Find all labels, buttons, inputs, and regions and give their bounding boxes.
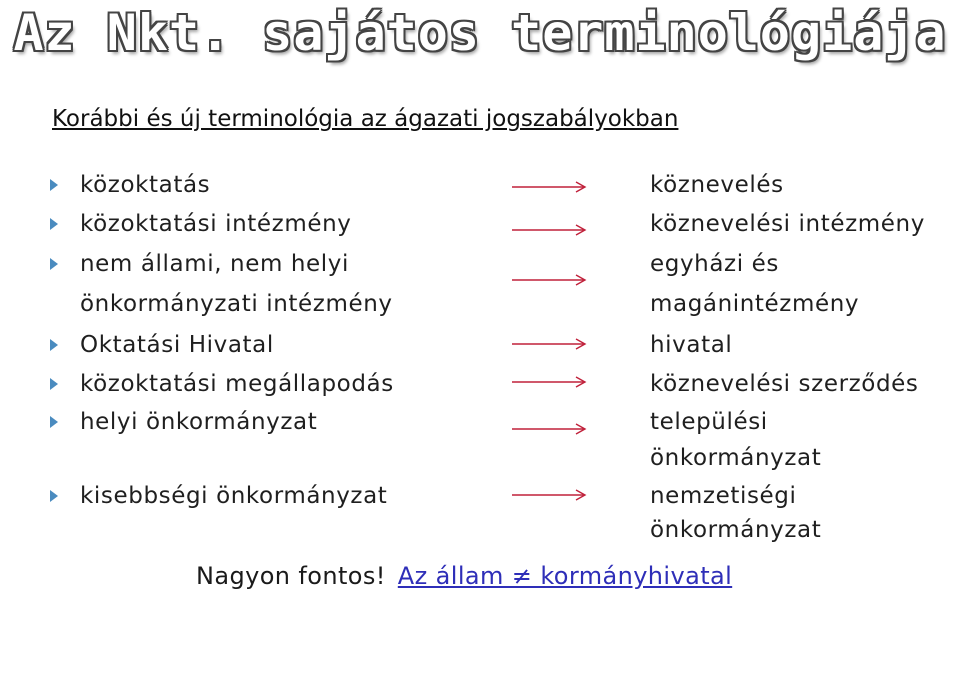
new-term: egyházi és <box>650 251 779 277</box>
term-row <box>0 367 960 401</box>
term-row <box>0 328 960 362</box>
bullet-arrow-icon <box>50 218 58 230</box>
right-arrow-icon <box>512 179 588 195</box>
term-row <box>0 247 960 281</box>
old-term: kisebbségi önkormányzat <box>80 483 388 509</box>
right-arrow-icon <box>512 336 588 352</box>
note-prefix: Nagyon fontos! <box>196 562 386 590</box>
new-term: köznevelés <box>650 172 784 198</box>
old-term: közoktatás <box>80 172 211 198</box>
term-row <box>0 405 960 439</box>
bullet-arrow-icon <box>50 179 58 191</box>
new-term: köznevelési szerződés <box>650 371 919 397</box>
right-arrow-icon <box>512 421 588 437</box>
bullet-arrow-icon <box>50 378 58 390</box>
term-row-continuation <box>0 513 960 547</box>
note-highlight: Az állam ≠ kormányhivatal <box>397 562 733 590</box>
new-term: magánintézmény <box>650 291 860 317</box>
right-arrow-icon <box>512 374 588 390</box>
old-term: nem állami, nem helyi <box>80 251 349 277</box>
bullet-arrow-icon <box>50 258 58 270</box>
bullet-arrow-icon <box>50 416 58 428</box>
term-row <box>0 479 960 513</box>
slide-title: Az Nkt. sajátos terminológiája <box>13 4 947 62</box>
right-arrow-icon <box>512 272 588 288</box>
important-note <box>196 562 732 590</box>
term-row-continuation <box>0 287 960 321</box>
bullet-arrow-icon <box>50 490 58 502</box>
old-term: helyi önkormányzat <box>80 409 318 435</box>
old-term: önkormányzati intézmény <box>80 291 393 317</box>
new-term: települési <box>650 409 768 435</box>
new-term: hivatal <box>650 332 733 358</box>
new-term: nemzetiségi <box>650 483 797 509</box>
term-row <box>0 207 960 241</box>
term-row <box>0 168 960 202</box>
new-term: önkormányzat <box>650 445 822 471</box>
bullet-arrow-icon <box>50 339 58 351</box>
old-term: Oktatási Hivatal <box>80 332 274 358</box>
old-term: közoktatási intézmény <box>80 211 352 237</box>
new-term: önkormányzat <box>650 517 822 543</box>
right-arrow-icon <box>512 222 588 238</box>
term-row-continuation <box>0 441 960 475</box>
slide-subtitle: Korábbi és új terminológia az ágazati jogszabályokban <box>52 106 679 132</box>
right-arrow-icon <box>512 487 588 503</box>
new-term: köznevelési intézmény <box>650 211 925 237</box>
old-term: közoktatási megállapodás <box>80 371 394 397</box>
